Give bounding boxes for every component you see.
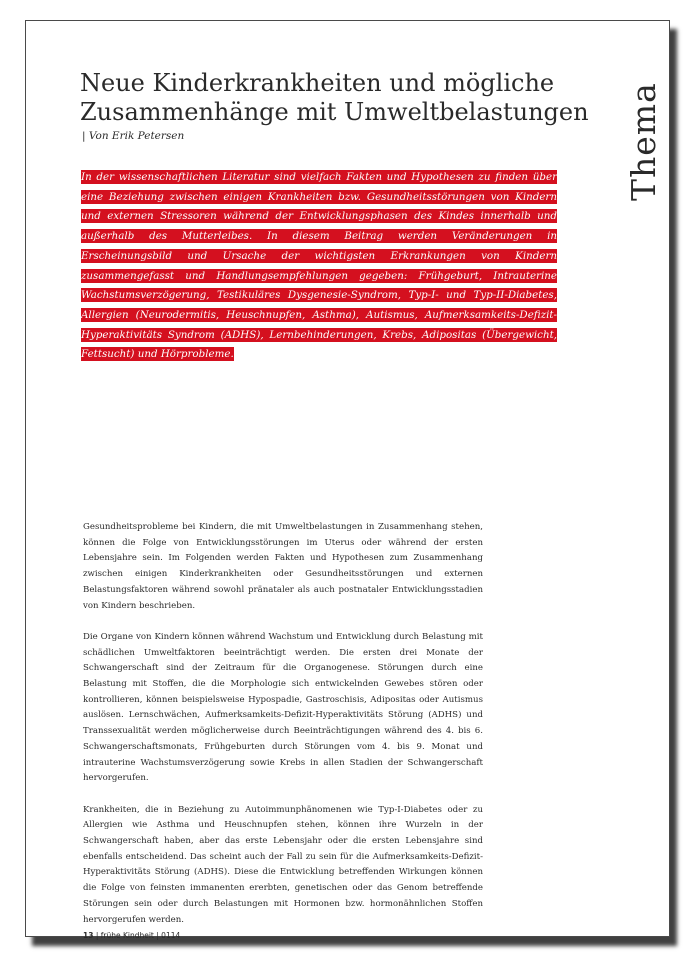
body-paragraph: Gesundheitsprobleme bei Kindern, die mit Umweltbelastungen in Zusammenhang stehen, können die Folge von Entwicklungsstörungen im Uterus oder während der ersten Lebensjahre sein. Im Folgenden werden Fakten und Hypothesen zum Zusammenhang zwischen einigen Kinderkrankheiten oder Gesundheitsstörungen und externen Belastungsfaktoren während sowohl pränataler als auch postnataler Entwicklungsstadien von Kindern beschrieben. bbox=[83, 522, 483, 611]
page-number: 13 bbox=[83, 931, 94, 940]
section-label-text: Thema bbox=[624, 82, 663, 201]
article-byline: | Von Erik Petersen bbox=[82, 130, 185, 142]
body-paragraph: Krankheiten, die in Beziehung zu Autoimmunphänomenen wie Typ-I-Diabetes oder zu Allergien wie Asthma und Heuschnupfen stehen, können ihre Wurzeln in der Schwangerschaft haben, aber das erste Lebensjahr oder die ersten Lebensjahre sind ebenfalls entscheidend. Das scheint auch der Fall zu sein für die Aufmerksamkeits-Defizit-Hyperaktivitäts Störung (ADHS). Diese die Entwicklung betreffenden Wirkungen können die Folge von feinsten immanenten ererbten, genetischen oder das Genom betreffende Störungen sein oder durch Belastungen mit Hormonen bzw. hormonähnlichen Stoffen hervorgerufen werden. bbox=[83, 804, 483, 925]
magazine-page bbox=[25, 20, 670, 940]
article-teaser bbox=[81, 168, 557, 365]
section-label bbox=[624, 51, 664, 201]
page-footer bbox=[83, 931, 180, 940]
article-headline: Neue Kinderkrankheiten und mögliche Zusammenhänge mit Umweltbelastungen bbox=[80, 69, 589, 126]
body-paragraph: Die Organe von Kindern können während Wachstum und Entwicklung durch Belastung mit schädlichen Umweltfaktoren beeinträchtigt werden. Die ersten drei Monate der Schwangerschaft sind der Zeitraum für die Organogenese. Störungen durch eine Belastung mit Stoffen, die die Morphologie sich entwickelnden Gewebes stören oder kontrollieren, können beispielsweise Hypospadie, Gastroschisis, Adipositas oder Autismus auslösen. Lernschwächen, Aufmerksamkeits-Defizit-Hyperaktivitäts Störung (ADHS) und Transsexualität werden möglicherweise durch Beeinträchtigungen während des 4. bis 6. Schwangerschaftsmonats, Frühgeburten durch Störungen vom 4. bis 9. Monat und intrauterine Wachstumsverzögerung sowie Krebs in allen Stadien der Schwangerschaft hervorgerufen. bbox=[83, 631, 483, 784]
teaser-highlighted-text: In der wissenschaftlichen Literatur sind vielfach Fakten und Hypothesen zu finden über eine Beziehung zwischen einigen Krankheiten bzw. Gesundheitsstörungen von Kindern und externen Stressoren während der Entwicklungsphasen des Kindes innerhalb und außerhalb des Mutterleibes. In diesem Beitrag werden Veränderungen in Erscheinungsbild und Ursache der wichtigsten Erkrankungen von Kindern zusammengefasst und Handlungsempfehlungen gegeben: Frühgeburt, Intrauterine Wachstumsverzögerung, Testikuläres Dysgenesie-Syndrom, Typ-I- und Typ-II-Diabetes, Allergien (Neurodermitis, Heuschnupfen, Asthma), Autismus, Aufmerksamkeits-Defizit-Hyperaktivitäts Syndrom (ADHS), Lernbehinderungen, Krebs, Adipositas (Übergewicht, Fettsucht) und Hörprobleme. bbox=[81, 171, 557, 361]
article-body bbox=[83, 520, 483, 944]
footer-publication: | frühe Kindheit | 0114 bbox=[95, 931, 181, 940]
